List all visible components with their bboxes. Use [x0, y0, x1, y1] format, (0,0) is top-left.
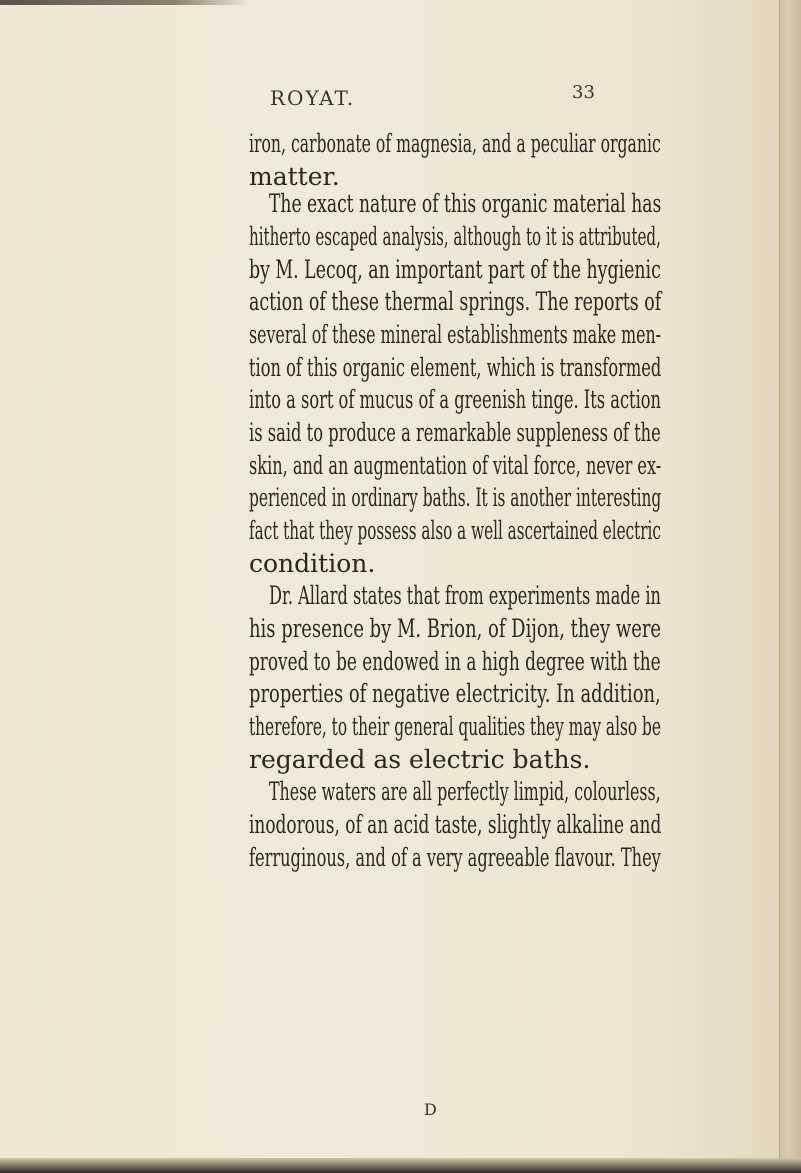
text-line: properties of negative electricity. In addition, [249, 679, 661, 708]
text-line: skin, and an augmentation of vital force, never ex- [249, 451, 662, 480]
text-line: iron, carbonate of magnesia, and a peculiar organic [249, 129, 661, 158]
running-head-title: ROYAT. [270, 86, 356, 110]
page-edge-right [779, 0, 801, 1173]
text-line: perienced in ordinary baths. It is another interesting [249, 483, 662, 512]
text-line: action of these thermal springs. The reports of [249, 287, 662, 316]
text-line: condition. [249, 549, 376, 578]
page-top-shadow [0, 0, 250, 5]
text-line: therefore, to their general qualities they may also be [249, 712, 661, 741]
text-line: ferruginous, and of a very agreeable flavour. They [249, 843, 661, 872]
text-line: The exact nature of this organic material has [269, 189, 662, 218]
text-line: fact that they possess also a well ascertained electric [249, 516, 661, 545]
text-line: tion of this organic element, which is transformed [249, 353, 662, 382]
text-line: inodorous, of an acid taste, slightly alkaline and [249, 810, 662, 839]
text-line: his presence by M. Brion, of Dijon, they were [249, 614, 662, 643]
text-line: hitherto escaped analysis, although to it is attributed, [249, 222, 661, 251]
text-line: Dr. Allard states that from experiments made in [269, 581, 661, 610]
text-line: several of these mineral establishments make men- [249, 320, 661, 349]
text-line: matter. [249, 162, 340, 191]
running-head [0, 82, 780, 116]
signature-mark: D [424, 1100, 437, 1119]
text-line: These waters are all perfectly limpid, colourless, [269, 777, 661, 806]
text-line: by M. Lecoq, an important part of the hygienic [249, 255, 661, 284]
text-line: regarded as electric baths. [249, 745, 591, 774]
page-edge-bottom [0, 1158, 801, 1173]
page-number: 33 [572, 82, 595, 103]
text-line: into a sort of mucus of a greenish tinge. Its action [249, 385, 662, 414]
text-line: proved to be endowed in a high degree with the [249, 647, 661, 676]
text-line: is said to produce a remarkable suppleness of the [249, 418, 661, 447]
